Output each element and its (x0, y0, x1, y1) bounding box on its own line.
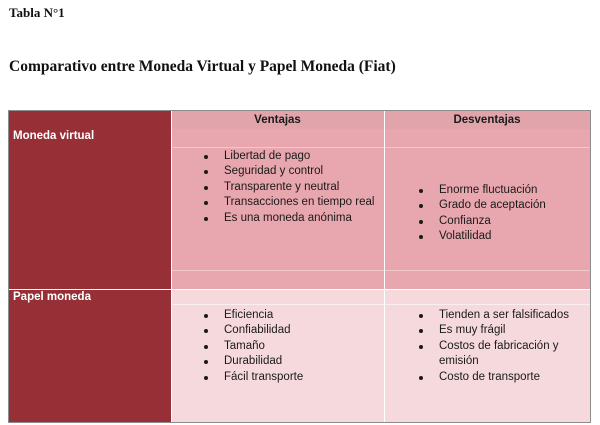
list-item: Transacciones en tiempo real (200, 195, 382, 210)
bullet-icon (204, 217, 208, 221)
row1-desventajas-cell (384, 129, 590, 289)
list-item: Fácil transporte (200, 370, 382, 385)
bullet-icon (204, 314, 208, 318)
bullet-icon (419, 235, 423, 239)
bullet-icon (419, 314, 423, 318)
papel-moneda-ventajas-list (200, 308, 382, 385)
moneda-virtual-desventajas-list (415, 183, 587, 245)
row2-desventajas-cell (384, 290, 590, 422)
row2-ventajas-cell (171, 290, 384, 422)
list-item: Transparente y neutral (200, 180, 382, 195)
bullet-icon (419, 345, 423, 349)
bullet-icon (204, 201, 208, 205)
bullet-icon (204, 186, 208, 190)
header-ventajas: Ventajas (171, 111, 384, 129)
list-item: Confiabilidad (200, 323, 382, 338)
corner-cell (9, 111, 171, 129)
row-label-moneda-virtual: Moneda virtual (9, 129, 171, 289)
bullet-icon (204, 329, 208, 333)
moneda-virtual-ventajas-list (200, 149, 382, 226)
bullet-icon (419, 376, 423, 380)
list-item: Durabilidad (200, 354, 382, 369)
bullet-icon (204, 345, 208, 349)
list-item: Volatilidad (415, 229, 587, 244)
list-item: Costo de transporte (415, 370, 587, 385)
row1-ventajas-cell (171, 129, 384, 289)
bullet-icon (419, 220, 423, 224)
list-item: Tienden a ser falsificados (415, 308, 587, 323)
comparison-table (8, 110, 591, 423)
table-number-label: Tabla N°1 (9, 5, 65, 20)
list-item: Costos de fabricación y emisión (415, 339, 587, 370)
bullet-icon (204, 376, 208, 380)
list-item: Enorme fluctuación (415, 183, 587, 198)
bullet-icon (419, 189, 423, 193)
bullet-icon (204, 360, 208, 364)
bullet-icon (204, 170, 208, 174)
list-item: Eficiencia (200, 308, 382, 323)
row-label-papel-moneda: Papel moneda (9, 290, 171, 422)
header-desventajas: Desventajas (384, 111, 590, 129)
papel-moneda-desventajas-list (415, 308, 587, 385)
list-item: Es muy frágil (415, 323, 587, 338)
bullet-icon (419, 204, 423, 208)
bullet-icon (204, 155, 208, 159)
bullet-icon (419, 329, 423, 333)
list-item: Seguridad y control (200, 164, 382, 179)
list-item: Confianza (415, 214, 587, 229)
list-item: Grado de aceptación (415, 198, 587, 213)
table-title: Comparativo entre Moneda Virtual y Papel Moneda (Fiat) (9, 58, 396, 75)
list-item: Es una moneda anónima (200, 211, 382, 226)
list-item: Tamaño (200, 339, 382, 354)
list-item: Libertad de pago (200, 149, 382, 164)
